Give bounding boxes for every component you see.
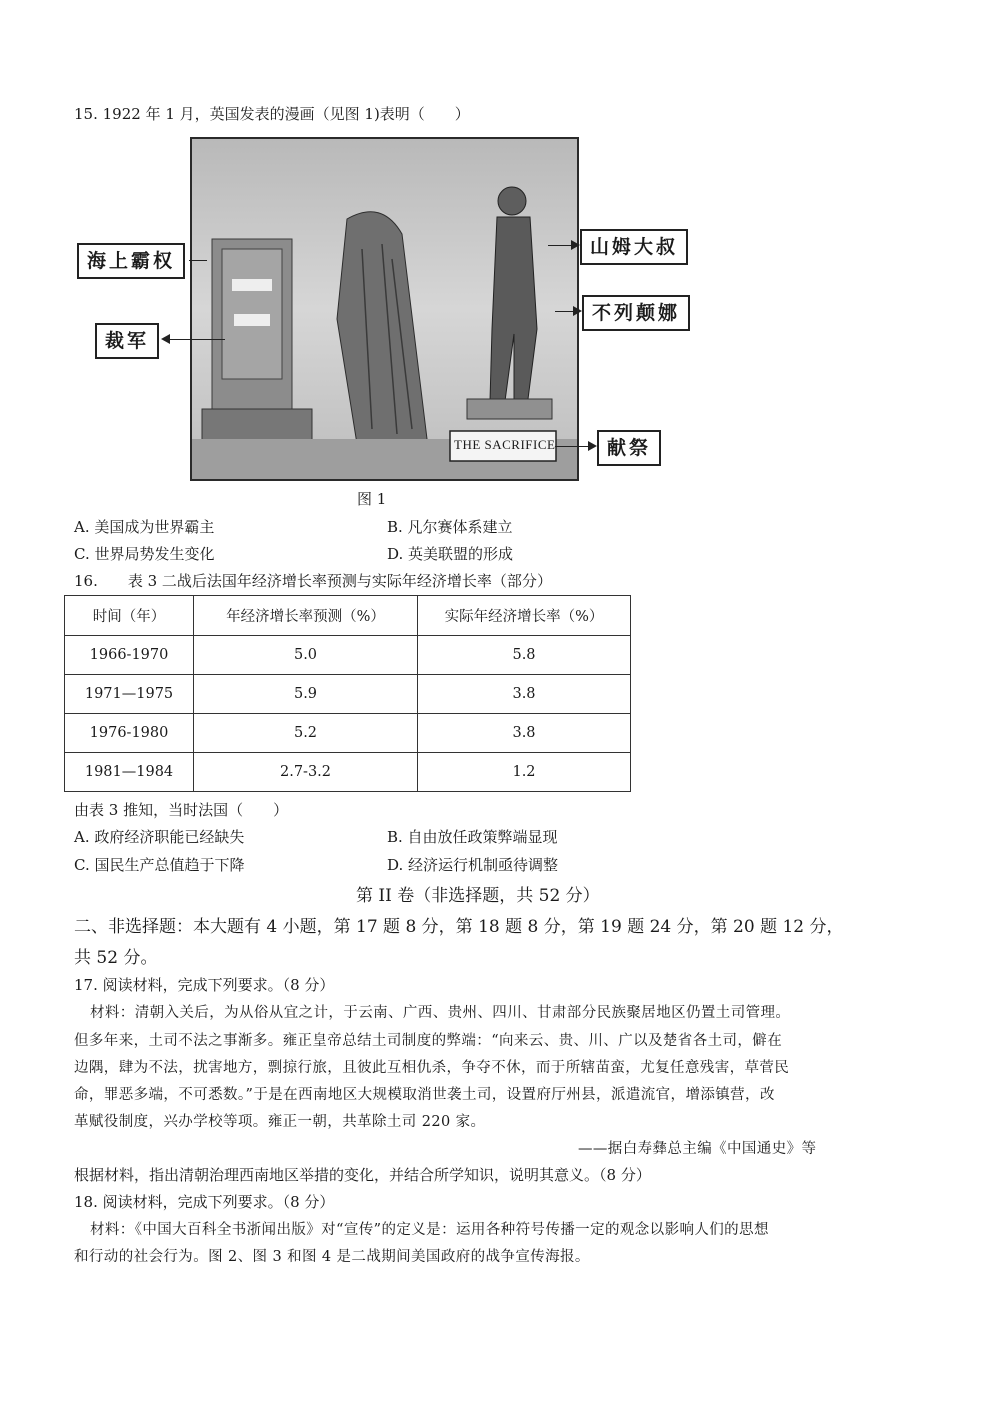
- q17-material-line: 但多年来，土司不法之事渐多。雍正皇帝总结土司制度的弊端：“向来云、贵、川、广以及楚省各土司，僻在: [74, 1033, 783, 1049]
- sacrifice-plaque-text: THE SACRIFICE: [454, 437, 556, 452]
- q16-option-b: B. 自由放任政策弊端显现: [387, 828, 558, 846]
- table-cell: 1971—1975: [65, 675, 194, 714]
- table-row: [65, 675, 631, 714]
- q15-option-c: C. 世界局势发生变化: [74, 545, 215, 563]
- gdp-growth-table: [64, 595, 631, 792]
- q16-question: 由表 3 推知，当时法国（ ）: [74, 801, 289, 819]
- label-disarmament: 裁军: [95, 323, 159, 359]
- section2-intro-line1: 二、非选择题：本大题有 4 小题，第 17 题 8 分，第 18 题 8 分，第 19 题 24 分，第 20 题 12 分，: [74, 917, 844, 937]
- q17-material-line: 革赋役制度，兴办学校等项。雍正一朝，共革除土司 220 家。: [74, 1114, 486, 1130]
- label-sea-hegemony: 海上霸权: [77, 243, 185, 279]
- table-cell: 5.8: [418, 636, 631, 675]
- q15-option-a: A. 美国成为世界霸主: [74, 518, 215, 536]
- label-uncle-sam: 山姆大叔: [580, 229, 688, 265]
- table-header-cell: 实际年经济增长率（%）: [418, 596, 631, 636]
- arrow-sacrifice: [555, 446, 595, 447]
- section2-title: 第 II 卷（非选择题，共 52 分）: [356, 886, 600, 906]
- q15-stem: 15. 1922 年 1 月，英国发表的漫画（见图 1)表明（ ）: [74, 105, 470, 123]
- q16-option-a: A. 政府经济职能已经缺失: [74, 828, 245, 846]
- table-row: [65, 714, 631, 753]
- arrow-britannia: [555, 311, 580, 312]
- q17-material-line: 边隅，肆为不法，扰害地方，剽掠行旅，且彼此互相仇杀，争夺不休，而于所辖苗蛮，尤复任意残害，草菅民: [74, 1060, 790, 1076]
- table-cell: 1966-1970: [65, 636, 194, 675]
- q16-stem: 16. 表 3 二战后法国年经济增长率预测与实际年经济增长率（部分）: [74, 572, 552, 590]
- q18-material-line: 和行动的社会行为。图 2、图 3 和图 4 是二战期间美国政府的战争宣传海报。: [74, 1249, 590, 1265]
- q17-material-line: 材料：清朝入关后，为从俗从宜之计，于云南、广西、贵州、四川、甘肃部分民族聚居地区仍置土司管理。: [90, 1005, 791, 1021]
- table-header-cell: 年经济增长率预测（%）: [194, 596, 418, 636]
- figure-caption: 图 1: [357, 490, 387, 508]
- table-row: [65, 753, 631, 792]
- q17-stem: 17. 阅读材料，完成下列要求。（8 分）: [74, 976, 335, 994]
- table-cell: 1981—1984: [65, 753, 194, 792]
- table-cell: 5.9: [194, 675, 418, 714]
- q16-option-c: C. 国民生产总值趋于下降: [74, 856, 245, 874]
- table-cell: 5.0: [194, 636, 418, 675]
- table-header-row: [65, 596, 631, 636]
- arrow-uncle-sam: [548, 245, 578, 246]
- label-britannia: 不列颠娜: [582, 295, 690, 331]
- q17-material-line: 命，罪恶多端，不可悉数。”于是在西南地区大规模取消世袭土司，设置府厅州县，派遣流官，增添镇营，改: [74, 1087, 775, 1103]
- q16-option-d: D. 经济运行机制亟待调整: [387, 856, 559, 874]
- table-cell: 1.2: [418, 753, 631, 792]
- arrow-disarmament: [163, 339, 225, 340]
- table-header-cell: 时间（年）: [65, 596, 194, 636]
- q17-source: ——据白寿彝总主编《中国通史》等: [578, 1141, 817, 1157]
- q15-option-b: B. 凡尔赛体系建立: [387, 518, 513, 536]
- cartoon-illustration: [192, 139, 577, 479]
- label-sacrifice: 献祭: [597, 430, 661, 466]
- cartoon-figure: [190, 137, 579, 481]
- table-cell: 3.8: [418, 714, 631, 753]
- table-row: [65, 636, 631, 675]
- arrow-sea-hegemony: [189, 260, 207, 261]
- section2-intro-line2: 共 52 分。: [74, 948, 158, 968]
- table-cell: 3.8: [418, 675, 631, 714]
- table-cell: 1976-1980: [65, 714, 194, 753]
- q18-material-line: 材料：《中国大百科全书浙闻出版》对“宣传”的定义是：运用各种符号传播一定的观念以影响人们的思想: [90, 1222, 769, 1238]
- q15-option-d: D. 英美联盟的形成: [387, 545, 514, 563]
- q17-requirement: 根据材料，指出清朝治理西南地区举措的变化，并结合所学知识，说明其意义。（8 分）: [74, 1166, 651, 1184]
- table-cell: 5.2: [194, 714, 418, 753]
- q18-stem: 18. 阅读材料，完成下列要求。（8 分）: [74, 1193, 335, 1211]
- table-cell: 2.7-3.2: [194, 753, 418, 792]
